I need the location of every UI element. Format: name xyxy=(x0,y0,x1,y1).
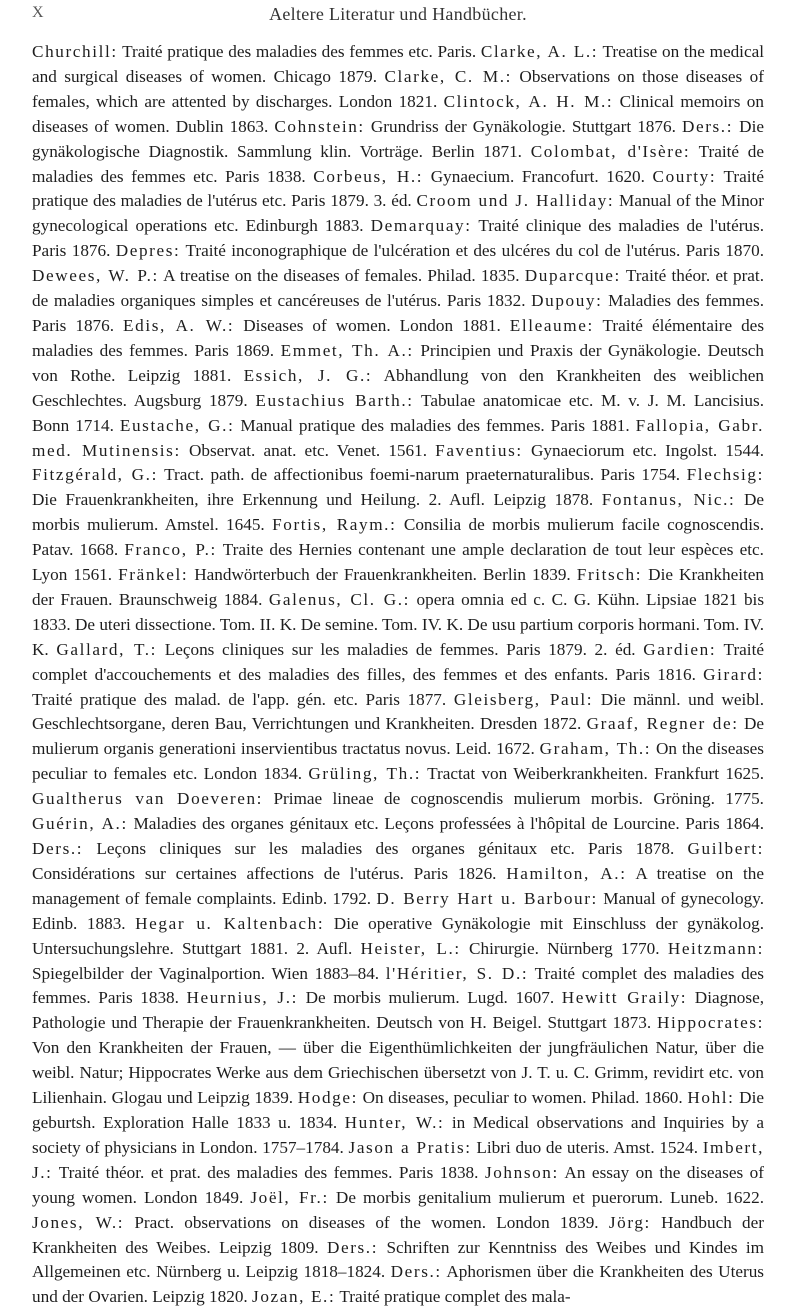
entry-text: On the diseases peculiar to females etc. London 1834. xyxy=(32,739,764,784)
entry-text: Libri duo de uteris. Amst. 1524. xyxy=(471,1137,703,1157)
entry-text: De morbis mulierum. Lugd. 1607. xyxy=(298,988,562,1008)
page-marker: X xyxy=(32,4,44,21)
entry-author: Jozan, E.: xyxy=(252,1287,336,1307)
entry-text: Die Krankheiten der Frauen. Braunschweig 1884. xyxy=(32,565,764,609)
entry-text: Leçons cliniques sur les maladies des organes génitaux etc. Paris 1878. xyxy=(83,839,688,858)
entry-author: Jörg: xyxy=(608,1212,651,1232)
entry-text: Traité complet des maladies des femmes. Paris 1838. xyxy=(32,963,764,1008)
entry-text: Considérations sur certaines affections de l'utérus. Paris 1826. xyxy=(32,863,507,883)
entry-author: Clarke, C. M.: xyxy=(384,66,512,86)
entry-author: Edis, A. W.: xyxy=(123,315,235,335)
entry-text: Treatise on the medical and surgical diseases of women. Chicago 1879. xyxy=(32,42,764,86)
entry-author: Churchill: xyxy=(32,42,118,61)
bibliography-entry xyxy=(32,789,764,808)
entry-author: l'Héritier, S. D.: xyxy=(385,963,529,983)
entry-author: Duparcque: xyxy=(524,266,621,286)
entry-author: Gardien: xyxy=(643,639,717,659)
entry-text: Maladies des organes génitaux etc. Leçons professées à l'hôpital de Lourcine. Paris 1864. xyxy=(127,814,764,834)
entry-author: Clintock, A. H. M.: xyxy=(443,91,614,111)
bibliography-entry xyxy=(32,266,525,285)
bibliography-entry xyxy=(252,1287,571,1306)
entry-text: Principien und Praxis der Gynäkologie. Deutsch von Rothe. Leipzig 1881. xyxy=(32,340,765,385)
entry-text: De morbis mulierum. Amstel. 1645. xyxy=(32,490,764,535)
entry-text: Traité de maladies des femmes etc. Paris 1838. xyxy=(32,141,764,186)
entry-text: Die operative Gynäkologie mit Einschluss der gynäkolog. Untersuchungslehre. Stuttgart 1881. 2. Aufl. xyxy=(32,913,764,958)
entry-text: Tabulae anatomicae etc. M. v. J. M. Lancisius. Bonn 1714. xyxy=(32,390,764,435)
entry-text: Die geburtsh. Exploration Halle 1833 u. 1834. xyxy=(32,1088,764,1132)
entry-author: Demarquay: xyxy=(370,216,472,236)
entry-author: Joël, Fr.: xyxy=(250,1187,329,1207)
entry-text: Die Frauenkrankheiten, ihre Erkennung und Heilung. 2. Aufl. Leipzig 1878. xyxy=(32,490,602,510)
entry-author: Gleisberg, Paul: xyxy=(453,689,594,709)
entry-author: Heitzmann: xyxy=(667,938,764,958)
entry-text: Aphorismen über die Krankheiten des Uterus und der Ovarien. Leipzig 1820. xyxy=(32,1262,764,1307)
entry-text: Traité théor. et prat. de maladies organiques simples et cancéreuses de l'utérus. Paris 1832. xyxy=(32,266,764,311)
bibliography-entry xyxy=(274,117,682,136)
entry-author: Johnson: xyxy=(484,1162,559,1182)
entry-author: Hunter, W.: xyxy=(344,1112,445,1132)
entry-author: Galenus, Cl. G.: xyxy=(268,589,411,609)
entry-author: Cohnstein: xyxy=(274,116,365,136)
entry-text: Observations on those diseases of females, which are attented by discharges. London 1821. xyxy=(32,66,764,111)
bibliography-entry xyxy=(313,167,652,186)
entry-text: Chirurgie. Nürnberg 1770. xyxy=(460,938,668,958)
entry-text: Abhandlung von den Krankheiten des weiblichen Geschlechtes. Augsburg 1879. xyxy=(32,365,764,410)
entry-text: On diseases, peculiar to women. Philad. 1860. xyxy=(357,1088,688,1108)
entry-author: Clarke, A. L.: xyxy=(480,42,599,61)
entry-author: Franco, P.: xyxy=(124,540,217,560)
entry-author: Grüling, Th.: xyxy=(308,764,422,784)
bibliography-entry xyxy=(298,1088,688,1107)
entry-author: Croom und J. Halliday: xyxy=(416,191,615,211)
entry-text: Traité complet d'accouchements et des maladies des filles, des femmes et des enfants. Paris 1816. xyxy=(32,639,764,684)
entry-text: An essay on the diseases of young women. London 1849. xyxy=(32,1162,764,1207)
entry-text: Manual pratique des maladies des femmes. Paris 1881. xyxy=(234,415,636,435)
entry-author: Hohl: xyxy=(687,1088,735,1108)
entry-text: Traité théor. et prat. des maladies des femmes. Paris 1838. xyxy=(52,1162,485,1182)
entry-text: Schriften zur Kenntniss des Weibes und Kindes im Allgemeinen etc. Nürnberg u. Leipzig 1818–1824. xyxy=(32,1237,765,1282)
bibliography-entry xyxy=(187,988,562,1007)
bibliography-entry xyxy=(361,939,668,958)
entry-text: Traité pratique des malad. de l'app. gén. etc. Paris 1877. xyxy=(32,689,454,709)
entry-text: Diseases of women. London 1881. xyxy=(234,315,510,335)
bibliography-entry xyxy=(250,1188,764,1207)
entry-text: Traité inconographique de l'ulcération et des ulcéres du col de l'utérus. Paris 1870. xyxy=(180,241,764,261)
entry-author: Jones, W.: xyxy=(32,1212,125,1232)
entry-author: Corbeus, H.: xyxy=(313,166,424,186)
entry-text: Traité pratique des maladies des femmes etc. Paris. xyxy=(117,42,481,61)
entry-text: Grundriss der Gynäkologie. Stuttgart 1876. xyxy=(364,116,682,136)
entry-author: Ders.: xyxy=(681,116,734,136)
entry-author: Eustache, G.: xyxy=(119,415,235,435)
entry-author: Hodge: xyxy=(297,1088,358,1108)
entry-author: Fitzgérald, G.: xyxy=(32,465,158,485)
entry-text: Traité élémentaire des maladies des femmes. Paris 1869. xyxy=(32,315,765,360)
bibliography-text xyxy=(32,40,764,1310)
entry-text: opera omnia ed c. C. G. Kühn. Lipsiae 1821 bis 1833. De uteri dissectione. Tom. II. K. De semine. Tom. IV. K. De usu partium corporis hormani. Tom. IV. K. xyxy=(32,589,765,659)
entry-author: Imbert, J.: xyxy=(32,1137,765,1182)
bibliography-entry xyxy=(349,1138,703,1157)
entry-text: Handbuch der Krankheiten des Weibes. Leipzig 1809. xyxy=(32,1212,764,1257)
entry-author: Heurnius, J.: xyxy=(186,988,298,1008)
bibliography-entry xyxy=(116,241,764,260)
entry-author: Elleaume: xyxy=(509,315,594,335)
entry-author: Hewitt Graily: xyxy=(561,988,688,1008)
entry-text: Spiegelbilder der Vaginalportion. Wien 1883–84. xyxy=(32,963,386,983)
bibliography-entry xyxy=(32,42,481,61)
bibliography-entry xyxy=(32,1213,609,1232)
entry-text: Primae lineae de cognoscendis mulierum morbis. Gröning. 1775. xyxy=(263,789,764,809)
entry-author: Dupouy: xyxy=(531,291,603,311)
entry-author: Eustachius Barth.: xyxy=(255,390,414,410)
entry-author: Heister, L.: xyxy=(360,938,461,958)
bibliography-entry xyxy=(32,814,764,833)
entry-author: Fallopia, Gabr. med. Mutinensis: xyxy=(32,415,764,460)
bibliography-entry xyxy=(32,839,688,858)
bibliography-entry xyxy=(120,416,636,435)
entry-text: Clinical memoirs on diseases of women. Dublin 1863. xyxy=(32,91,764,136)
entry-text: Consilia de morbis mulierum facile cognoscendis. Patav. 1668. xyxy=(32,515,764,560)
entry-author: Fritsch: xyxy=(576,565,643,585)
entry-text: Leçons cliniques sur les maladies de femmes. Paris 1879. 2. éd. xyxy=(157,639,644,659)
entry-text: Manual of gynecology. Edinb. 1883. xyxy=(32,888,765,933)
bibliography-entry xyxy=(32,465,687,484)
entry-text: De mulierum organis generationi inservientibus tractatus novus. Leid. 1672. xyxy=(32,714,764,759)
entry-author: Colombat, d'Isère: xyxy=(530,141,691,161)
entry-text: Pract. observations on diseases of the women. London 1839. xyxy=(124,1212,609,1232)
bibliography-entry xyxy=(435,441,764,460)
entry-text: Handwörterbuch der Frauenkrankheiten. Berlin 1839. xyxy=(188,565,577,585)
entry-author: Flechsig: xyxy=(686,465,764,485)
entry-text: Tractat von Weiberkrankheiten. Frankfurt 1625. xyxy=(421,764,764,784)
bibliography-entry xyxy=(308,764,764,783)
entry-author: Fontanus, Nic.: xyxy=(601,490,736,510)
entry-text: De morbis genitalium mulierum et puerorum. Luneb. 1622. xyxy=(328,1187,765,1207)
entry-text: Traité pratique complet des mala- xyxy=(335,1287,571,1307)
entry-author: Girard: xyxy=(703,664,764,684)
entry-author: Courty: xyxy=(652,166,717,186)
entry-text: in Medical observations and Inquiries by a society of physicians in London. 1757–1784. xyxy=(32,1112,764,1157)
entry-text: Observat. anat. etc. Venet. 1561. xyxy=(180,440,436,460)
bibliography-entry xyxy=(56,640,643,659)
entry-author: Ders.: xyxy=(32,839,84,858)
entry-text: A treatise on the management of female complaints. Edinb. 1792. xyxy=(32,863,764,908)
page-header xyxy=(32,0,764,40)
entry-text: Traité pratique des maladies de l'utérus etc. Paris 1879. 3. éd. xyxy=(32,166,764,211)
entry-author: Dewees, W. P.: xyxy=(32,266,159,286)
entry-text: Die männl. und weibl. Geschlechtsorgane, deren Bau, Verrichtungen und Krankheiten. Dresden 1872. xyxy=(32,689,764,734)
entry-author: Jason a Pratis: xyxy=(348,1137,472,1157)
entry-author: Guilbert: xyxy=(687,839,764,858)
bibliography-entry xyxy=(123,316,510,335)
entry-text: Gynaeciorum etc. Ingolst. 1544. xyxy=(522,440,764,460)
entry-author: Hegar u. Kaltenbach: xyxy=(135,913,325,933)
entry-author: Ders.: xyxy=(390,1262,442,1282)
bibliography-entry xyxy=(118,565,577,584)
entry-text: Manual of the Minor gynecological operations etc. Edinburgh 1883. xyxy=(32,191,764,236)
entry-author: Fränkel: xyxy=(118,565,189,585)
entry-author: Essich, J. G.: xyxy=(243,365,373,385)
entry-text: A treatise on the diseases of females. Philad. 1835. xyxy=(158,266,525,286)
entry-text: Von den Krankheiten der Frauen, — über die Eigenthümlichkeiten der jungfräulichen Natur, über die weibl. Natur; Hippocrates Werke aus dem Griechischen übersetzt von J. T. u. C. Grimm, revidirt etc. von Lilienhain. Glogau und Leipzig 1839. xyxy=(32,1038,764,1108)
entry-author: Gallard, T.: xyxy=(56,639,158,659)
entry-author: Hippocrates: xyxy=(656,1013,764,1033)
entry-author: D. Berry Hart u. Barbour: xyxy=(376,888,598,908)
entry-text: Diagnose, Pathologie und Therapie der Frauenkrankheiten. Deutsch von H. Beigel. Stuttgart 1873. xyxy=(32,988,764,1033)
entry-text: Gynaecium. Francofurt. 1620. xyxy=(423,166,653,186)
entry-author: Emmet, Th. A.: xyxy=(280,340,414,360)
entry-author: Hamilton, A.: xyxy=(506,863,627,883)
entry-author: Guérin, A.: xyxy=(32,814,128,834)
entry-author: Gualtherus van Doeveren: xyxy=(32,789,264,809)
entry-author: Fortis, Raym.: xyxy=(272,515,397,535)
running-title: Aeltere Literatur und Handbücher. xyxy=(269,4,527,24)
entry-author: Graaf, Regner de: xyxy=(586,714,739,734)
entry-text: Tract. path. de affectionibus foemi-narum praeternaturalibus. Paris 1754. xyxy=(157,465,687,485)
entry-text: Traite des Hernies contenant une ample declaration de tout leur espèces etc. Lyon 1561. xyxy=(32,540,764,585)
entry-author: Ders.: xyxy=(326,1237,379,1257)
entry-text: Die gynäkologische Diagnostik. Sammlung klin. Vorträge. Berlin 1871. xyxy=(32,116,764,161)
entry-text: Traité clinique des maladies de l'utérus. Paris 1876. xyxy=(32,216,765,261)
entry-author: Depres: xyxy=(115,241,181,261)
entry-author: Faventius: xyxy=(435,440,523,460)
entry-text: Maladies des femmes. Paris 1876. xyxy=(32,291,764,335)
entry-author: Graham, Th.: xyxy=(539,739,652,759)
